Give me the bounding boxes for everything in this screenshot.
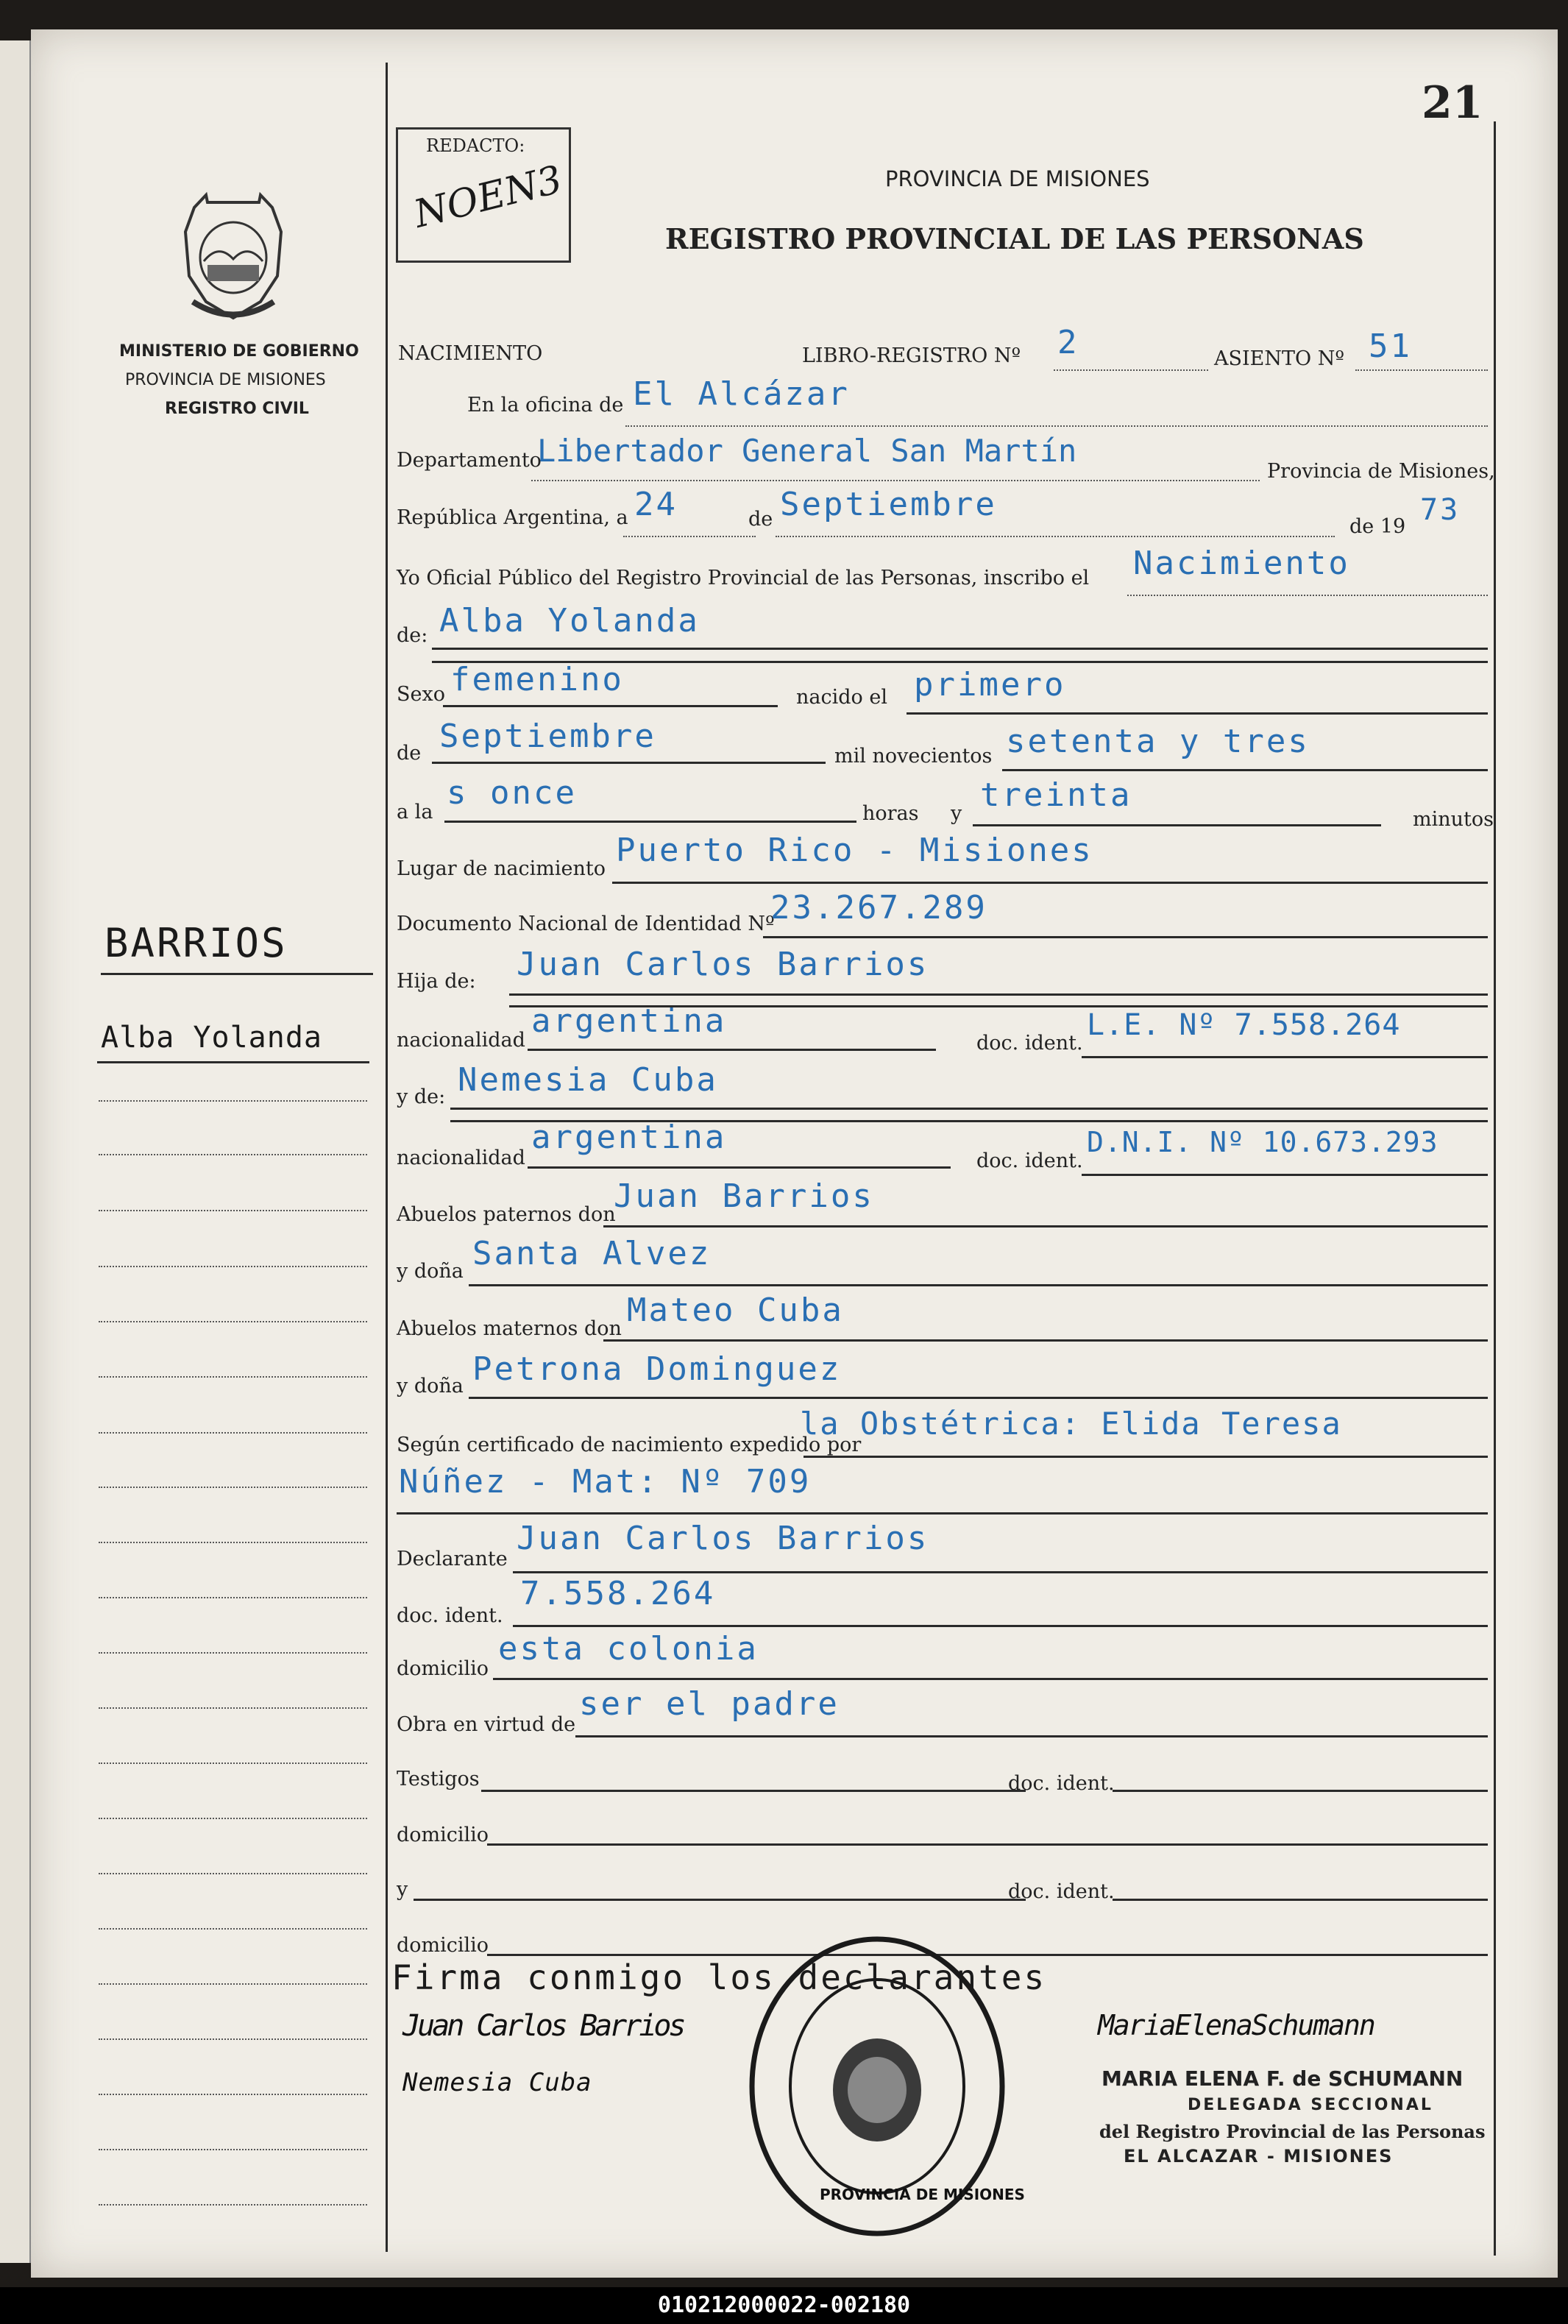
margin-underline-2 [97, 1061, 369, 1063]
de19-label: de 19 [1349, 515, 1406, 538]
ab-pat-label: Abuelos paternos don [397, 1203, 616, 1226]
nacimiento-label: NACIMIENTO [398, 342, 543, 365]
lugar-label: Lugar de nacimiento [397, 857, 606, 880]
registry-page [31, 29, 1558, 2278]
departamento-value: Libertador General San Martín [537, 433, 1077, 469]
nacido-label: nacido el [796, 686, 887, 709]
day-value: 24 [634, 486, 678, 523]
declarante-label: Declarante [397, 1548, 508, 1570]
de2-label: de [397, 742, 422, 765]
segun-value: la Obstétrica: Elida Teresa [800, 1406, 1342, 1442]
official-name: MARIA ELENA F. de SCHUMANN [1101, 2066, 1464, 2091]
official-title: DELEGADA SECCIONAL [1188, 2096, 1433, 2114]
margin-underline-1 [101, 973, 373, 975]
segun2-value: Núñez - Mat: Nº 709 [399, 1463, 812, 1501]
name-value: Alba Yolanda [439, 602, 700, 640]
republica-label: República Argentina, a [397, 506, 628, 529]
asiento-label: ASIENTO Nº [1214, 347, 1345, 370]
month2-line [432, 762, 826, 764]
redacto-box [396, 127, 571, 263]
minutos-label: minutos [1413, 808, 1494, 831]
domicilio-line [493, 1678, 1488, 1680]
yo-label: Yo Oficial Público del Registro Provincial de las Personas, inscribo el [397, 567, 1090, 589]
ydona1-label: y doña [397, 1260, 464, 1283]
inscribo-dots [1127, 595, 1488, 596]
testigos-label: Testigos [397, 1768, 480, 1790]
hija-label: Hija de: [397, 970, 476, 993]
domicilio2-line [487, 1843, 1488, 1846]
horas-label: horas [862, 802, 919, 825]
image-id-footer: 010212000022-002180 [0, 2287, 1568, 2324]
declarante-value: Juan Carlos Barrios [517, 1520, 929, 1557]
lugar-line [612, 882, 1488, 884]
madre-value: Nemesia Cuba [458, 1061, 718, 1099]
margin-name: Alba Yolanda [101, 1021, 322, 1055]
official-registry: del Registro Provincial de las Personas [1099, 2121, 1486, 2142]
padre-line [509, 993, 1488, 996]
mother-signature: Nemesia Cuba [402, 2068, 592, 2097]
y2-label: y [397, 1878, 408, 1901]
ab-mat-value: Mateo Cuba [627, 1292, 844, 1329]
dni-label: Documento Nacional de Identidad Nº [397, 913, 775, 935]
obra-label: Obra en virtud de [397, 1713, 576, 1736]
doc1-line [1082, 1056, 1488, 1058]
day-dots [623, 536, 756, 537]
oficina-label: En la oficina de [467, 394, 624, 417]
obra-value: ser el padre [579, 1685, 840, 1723]
dni-line [763, 936, 1488, 938]
name-line [432, 648, 1488, 650]
ala-label: a la [397, 801, 433, 823]
ministry-line-2: PROVINCIA DE MISIONES [125, 371, 326, 389]
docid-label: doc. ident. [397, 1604, 503, 1627]
doc2-line [1082, 1174, 1488, 1176]
ydona2-label: y doña [397, 1375, 464, 1397]
ab-mat2-value: Petrona Dominguez [472, 1350, 842, 1388]
nac1-line [528, 1049, 936, 1051]
nac2-line [528, 1166, 951, 1169]
mil-line [1002, 769, 1488, 771]
redacto-initials: NOEN3 [409, 157, 567, 237]
seal-bottom-text: PROVINCIA DE MISIONES [820, 2186, 1025, 2203]
ab-mat-label: Abuelos maternos don [397, 1317, 622, 1340]
asiento-value: 51 [1369, 327, 1412, 365]
doc1-label: doc. ident. [976, 1032, 1083, 1055]
domicilio-value: esta colonia [498, 1630, 759, 1668]
ministry-line-3: REGISTRO CIVIL [165, 400, 309, 418]
oficina-value: El Alcázar [633, 375, 850, 413]
sexo-label: Sexo [397, 683, 445, 706]
domicilio-label: domicilio [397, 1657, 489, 1680]
month-value: Septiembre [780, 486, 997, 523]
doc1-value: L.E. Nº 7.558.264 [1087, 1008, 1401, 1042]
hora-line [444, 821, 856, 823]
de-label: de [748, 508, 773, 531]
month-dots [776, 536, 1335, 537]
testigos-doc-line [1113, 1790, 1488, 1792]
ab-mat-line [603, 1339, 1488, 1342]
segun2-line [397, 1512, 1488, 1515]
ab-pat2-value: Santa Alvez [472, 1235, 712, 1272]
declarante-line [513, 1571, 1488, 1573]
nac1-value: argentina [531, 1002, 727, 1040]
min-line [973, 824, 1381, 826]
segun-label: Según certificado de nacimiento expedido por [397, 1434, 862, 1456]
y2-line [414, 1899, 1026, 1901]
year-value: 73 [1420, 493, 1461, 527]
madre-line [450, 1108, 1488, 1110]
oficina-dots [625, 425, 1488, 427]
nac2-label: nacionalidad [397, 1147, 525, 1169]
yde-label: y de: [397, 1085, 446, 1108]
provincia-label: Provincia de Misiones, [1267, 460, 1495, 483]
ab-pat-line [603, 1225, 1488, 1227]
lugar-value: Puerto Rico - Misiones [616, 832, 1093, 869]
month2-value: Septiembre [439, 718, 656, 755]
margin-column-line [386, 63, 388, 2252]
right-border-line [1494, 121, 1496, 2256]
doc2-value: D.N.I. Nº 10.673.293 [1087, 1126, 1438, 1158]
docid-line [513, 1625, 1488, 1627]
dni-value: 23.267.289 [770, 889, 987, 927]
official-office: EL ALCAZAR - MISIONES [1124, 2146, 1394, 2167]
y-label: y [951, 802, 962, 825]
asiento-dots [1355, 369, 1488, 371]
departamento-dots [531, 480, 1260, 481]
domicilio3-label: domicilio [397, 1934, 489, 1957]
libro-value: 2 [1057, 324, 1079, 361]
ab-pat-value: Juan Barrios [614, 1177, 874, 1215]
departamento-label: Departamento [397, 449, 542, 472]
redacto-label: REDACTO: [426, 135, 525, 156]
sexo-value: femenino [450, 661, 624, 698]
nacido-line [907, 712, 1488, 715]
de-name-label: de: [397, 624, 428, 647]
nacido-value: primero [914, 666, 1066, 704]
coat-of-arms-emblem [178, 191, 288, 324]
testigos-doc-label: doc. ident. [1008, 1772, 1115, 1795]
doc2-label: doc. ident. [976, 1149, 1083, 1172]
obra-line [575, 1735, 1488, 1737]
page-number: 21 [1422, 77, 1483, 129]
mil-value: setenta y tres [1006, 723, 1310, 760]
sexo-line [443, 705, 778, 707]
y2-doc-label: doc. ident. [1008, 1880, 1115, 1903]
ministry-line-1: MINISTERIO DE GOBIERNO [119, 342, 359, 361]
declarant-signature: Juan Carlos Barrios [402, 2009, 684, 2043]
segun-line [803, 1456, 1488, 1458]
domicilio2-label: domicilio [397, 1824, 489, 1846]
mil-label: mil novecientos [834, 745, 993, 768]
hora-value: s once [447, 774, 577, 812]
official-signature: MariaElenaSchumann [1098, 2009, 1374, 2041]
testigos-line [481, 1790, 1026, 1792]
registry-title: REGISTRO PROVINCIAL DE LAS PERSONAS [665, 222, 1364, 255]
ab-mat2-line [469, 1397, 1488, 1399]
docid-value: 7.558.264 [520, 1575, 716, 1612]
ab-pat2-line [469, 1284, 1488, 1286]
inscribo-value: Nacimiento [1133, 545, 1350, 582]
nac1-label: nacionalidad [397, 1029, 525, 1052]
nac2-value: argentina [531, 1119, 727, 1156]
padre-value: Juan Carlos Barrios [517, 946, 929, 983]
libro-dots [1054, 369, 1208, 371]
book-left-page-edge [0, 40, 31, 2263]
margin-surname: BARRIOS [104, 920, 288, 966]
firma-text: Firma conmigo los declarantes [391, 1958, 1047, 1997]
min-value: treinta [980, 776, 1132, 814]
province-heading: PROVINCIA DE MISIONES [885, 166, 1150, 191]
libro-label: LIBRO-REGISTRO Nº [802, 344, 1021, 367]
y2-doc-line [1113, 1899, 1488, 1901]
